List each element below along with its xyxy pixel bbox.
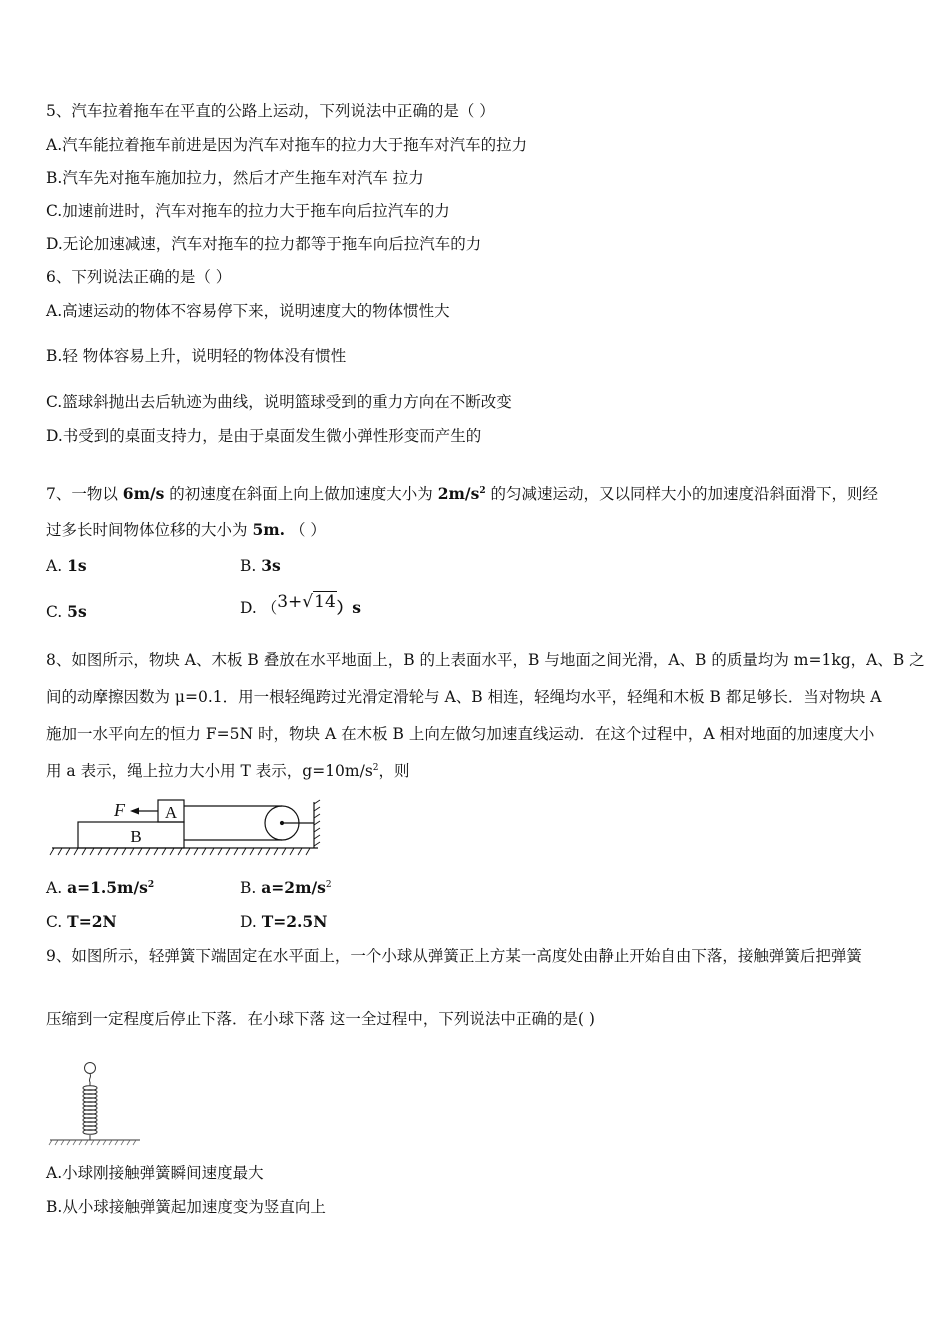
q9-option-b: B.从小球接触弹簧起加速度变为竖直向上	[46, 1198, 326, 1216]
q7-option-b: B. 3s	[240, 556, 281, 575]
q6-option-a: A.高速运动的物体不容易停下来，说明速度大的物体惯性大	[46, 302, 450, 320]
q9-figure-spring-ball	[48, 1058, 143, 1148]
q9-option-a: A.小球刚接触弹簧瞬间速度最大	[46, 1164, 264, 1182]
q5-option-b: B.汽车先对拖车施加拉力，然后才产生拖车对汽车 拉力	[46, 169, 424, 187]
q5-option-a: A.汽车能拉着拖车前进是因为汽车对拖车的拉力大于拖车对汽车的拉力	[46, 136, 528, 154]
q7-stem-line2: 过多长时间物体位移的大小为 5m. （ ）	[46, 520, 326, 539]
q8-figure-label-b: B	[130, 827, 142, 846]
q8-option-c: C. T=2N	[46, 912, 117, 931]
q8-figure-label-f: F	[114, 800, 125, 820]
q6-option-b: B.轻 物体容易上升，说明轻的物体没有惯性	[46, 347, 347, 365]
q7-option-a: A. 1s	[46, 556, 87, 575]
q5-option-d: D.无论加速减速，汽车对拖车的拉力都等于拖车向后拉汽车的力	[46, 235, 482, 253]
q7-stem-line1: 7、一物以 6m/s 的初速度在斜面上向上做加速度大小为 $2m/s^2$ 的匀减速运动，又以同样大小的加速度沿斜面滑下，则经	[46, 484, 879, 503]
q8-option-b: B. $a=2m/s^2$	[240, 878, 332, 897]
q6-stem: 6、下列说法正确的是（ ）	[46, 268, 232, 286]
q8-option-d: D. T=2.5N	[240, 912, 328, 931]
q8-option-a: A. $a=1.5m/s^2$	[46, 878, 155, 897]
q7-option-d: D. （3+√14）s	[240, 592, 362, 617]
q9-stem-line2: 压缩到一定程度后停止下落．在小球下落 这一全过程中，下列说法中正确的是( )	[46, 1010, 595, 1028]
q8-stem-line2: 间的动摩擦因数为 μ=0.1．用一根轻绳跨过光滑定滑轮与 A、B 相连，轻绳均水平，轻绳和木板 B 都足够长．当对物块 A	[46, 688, 882, 706]
q6-option-d: D.书受到的桌面支持力，是由于桌面发生微小弹性形变而产生的	[46, 427, 482, 445]
q5-stem: 5、汽车拉着拖车在平直的公路上运动，下列说法中正确的是（ ）	[46, 102, 495, 120]
q8-figure-label-a: A	[164, 803, 178, 822]
q8-stem-line4: 用 a 表示，绳上拉力大小用 T 表示，$g=10m/s^2$，则	[46, 762, 410, 780]
q9-stem-line1: 9、如图所示，轻弹簧下端固定在水平面上，一个小球从弹簧正上方某一高度处由静止开始自由下落，接触弹簧后把弹簧	[46, 947, 862, 965]
q6-option-c: C.篮球斜抛出去后轨迹为曲线，说明篮球受到的重力方向在不断改变	[46, 393, 512, 411]
q8-stem-line3: 施加一水平向左的恒力 F=5N 时，物块 A 在木板 B 上向左做匀加速直线运动．在这个过程中，A 相对地面的加速度大小	[46, 725, 875, 743]
q8-stem-line1: 8、如图所示，物块 A、木板 B 叠放在水平地面上，B 的上表面水平，B 与地面之间光滑，A、B 的质量均为 m=1kg，A、B 之	[46, 651, 925, 669]
q5-option-c: C.加速前进时，汽车对拖车的拉力大于拖车向后拉汽车的力	[46, 202, 450, 220]
q8-figure-block-pulley	[48, 792, 328, 860]
q7-option-c: C. 5s	[46, 602, 87, 621]
